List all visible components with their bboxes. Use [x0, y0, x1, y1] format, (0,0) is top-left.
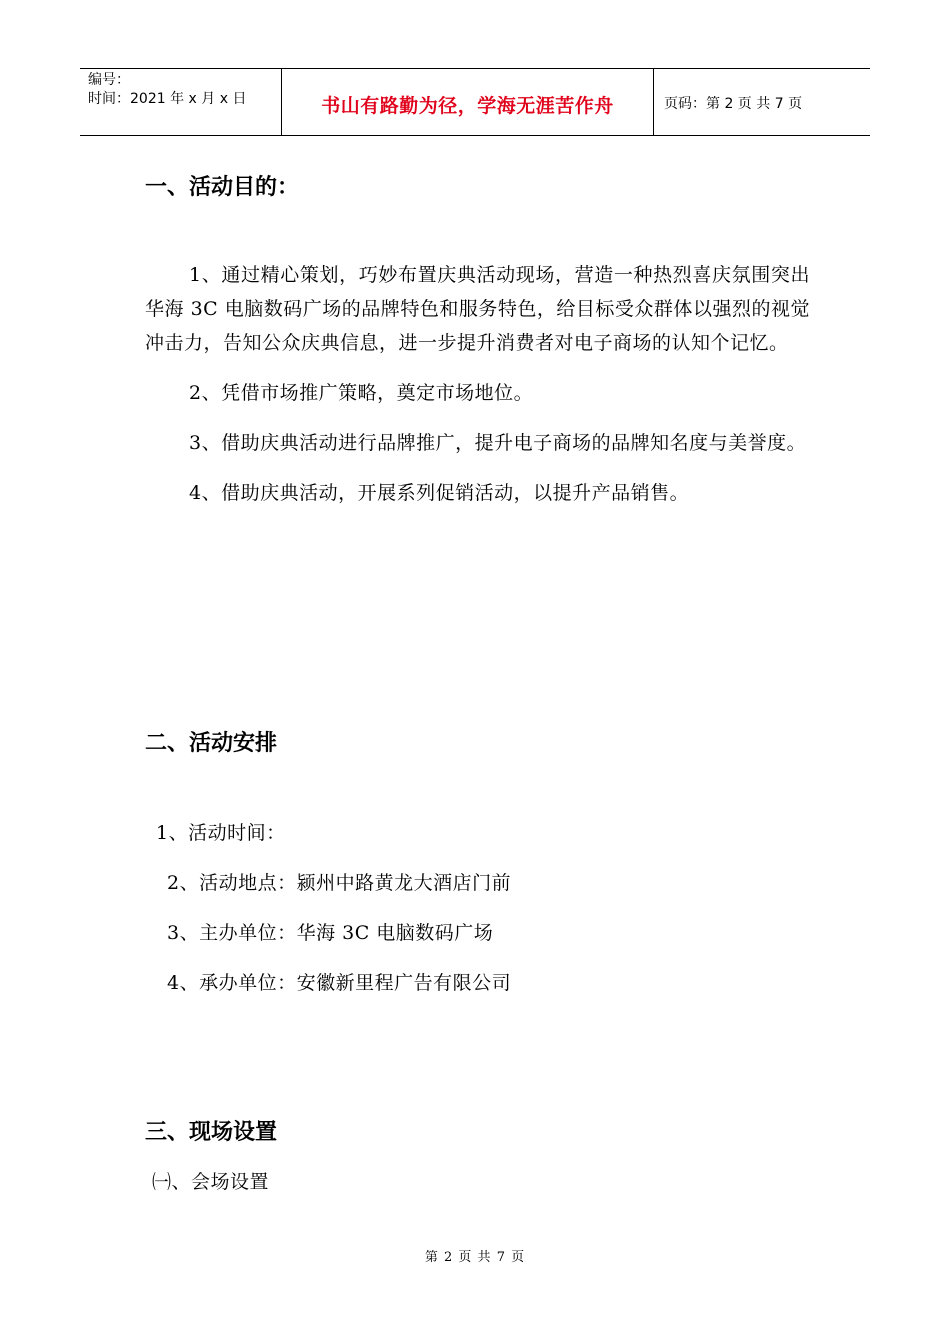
section1-heading: 一、活动目的：: [145, 175, 300, 200]
date-label: 时间：2021 年 x 月 x 日: [88, 91, 247, 107]
section1-item-1: 1、通过精心策划，巧妙布置庆典活动现场，营造一种热烈喜庆氛围突出华海 3C 电脑数码广场的品牌特色和服务特色，给目标受众群体以强烈的视觉冲击力，告知公众庆典信息，进一步提升消费者对电子商场的认知个记忆。: [145, 264, 810, 354]
page-footer: 第 2 页 共 7 页: [424, 1250, 526, 1265]
section2-item-4: 4、承办单位：安徽新里程广告有限公司: [167, 972, 512, 994]
header-motto: 书山有路勤为径，学海无涯苦作舟: [282, 69, 654, 135]
header-page-info: 页码：第 2 页 共 7 页: [664, 96, 803, 112]
section2-heading: 二、活动安排: [145, 731, 278, 756]
section1-item-4: 4、借助庆典活动，开展系列促销活动，以提升产品销售。: [189, 482, 690, 504]
section2-item-3: 3、主办单位：华海 3C 电脑数码广场: [167, 922, 494, 944]
header-meta: [80, 69, 282, 135]
section3-subheading: ㈠、会场设置: [152, 1171, 270, 1193]
section3-heading: 三、现场设置: [145, 1120, 278, 1145]
page-header: [80, 68, 870, 136]
section1-item-2: 2、凭借市场推广策略，奠定市场地位。: [189, 382, 534, 404]
number-label: 编号：: [88, 72, 130, 88]
section2-item-1: 1、活动时间：: [156, 822, 286, 844]
section1-body: [145, 258, 810, 510]
section1-item-3: 3、借助庆典活动进行品牌推广，提升电子商场的品牌知名度与美誉度。: [189, 432, 807, 454]
section2-item-2: 2、活动地点：颍州中路黄龙大酒店门前: [167, 872, 512, 894]
